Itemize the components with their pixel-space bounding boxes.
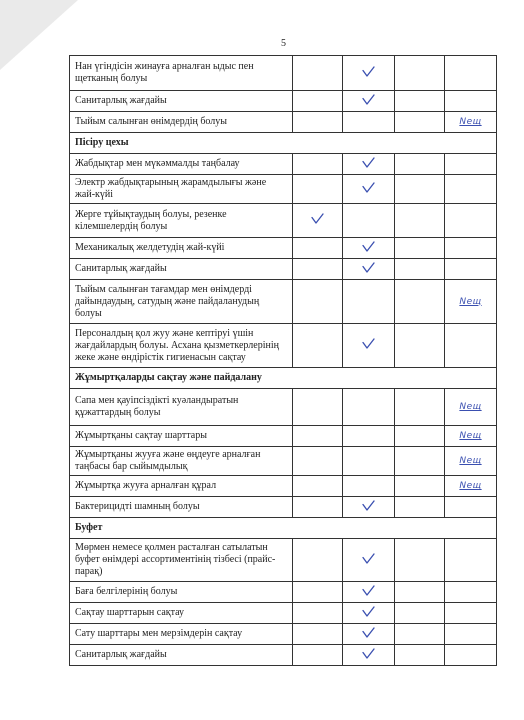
checkmark-icon xyxy=(362,585,375,596)
table-row xyxy=(70,56,497,91)
requirement-text: Жұмыртқа жууға арналған құрал xyxy=(70,476,293,497)
mark-cell xyxy=(343,204,395,238)
table-row xyxy=(70,175,497,204)
table-row xyxy=(70,204,497,238)
mark-cell xyxy=(343,112,395,133)
mark-cell xyxy=(293,56,343,91)
mark-cell xyxy=(395,539,445,582)
section-heading: Жұмыртқаларды сақтау және пайдалану xyxy=(70,368,497,389)
mark-cell xyxy=(395,238,445,259)
mark-cell xyxy=(293,447,343,476)
requirement-text: Жерге тұйықтаудың болуы, резенке кілемшелердің болуы xyxy=(70,204,293,238)
mark-cell xyxy=(343,56,395,91)
table-row xyxy=(70,447,497,476)
mark-cell xyxy=(343,426,395,447)
mark-cell xyxy=(293,112,343,133)
mark-cell xyxy=(293,91,343,112)
inspection-checklist-table xyxy=(69,55,497,666)
mark-cell xyxy=(293,426,343,447)
table-row xyxy=(70,238,497,259)
mark-cell xyxy=(445,91,497,112)
mark-cell xyxy=(343,154,395,175)
table-row xyxy=(70,112,497,133)
checkmark-icon xyxy=(362,157,375,168)
checkmark-icon xyxy=(362,648,375,659)
scan-corner-shadow xyxy=(0,0,78,70)
checkmark-icon xyxy=(362,627,375,638)
requirement-text: Тыйым салынған өнімдердің болуы xyxy=(70,112,293,133)
requirement-text: Сату шарттары мен мерзімдерін сақтау xyxy=(70,624,293,645)
mark-cell xyxy=(395,204,445,238)
mark-cell xyxy=(445,280,497,324)
table-row xyxy=(70,645,497,666)
mark-cell xyxy=(445,603,497,624)
mark-cell xyxy=(343,539,395,582)
mark-cell xyxy=(293,603,343,624)
mark-cell xyxy=(395,154,445,175)
requirement-text: Баға белгілерінің болуы xyxy=(70,582,293,603)
mark-cell xyxy=(395,645,445,666)
mark-cell xyxy=(445,324,497,368)
mark-cell xyxy=(395,624,445,645)
handwritten-note-icon: Nещ xyxy=(459,431,482,441)
checkmark-icon xyxy=(311,213,324,224)
mark-cell xyxy=(395,175,445,204)
mark-cell xyxy=(293,204,343,238)
mark-cell xyxy=(445,389,497,426)
checkmark-icon xyxy=(362,262,375,273)
checkmark-icon xyxy=(362,606,375,617)
mark-cell xyxy=(395,603,445,624)
requirement-text: Жұмыртқаны сақтау шарттары xyxy=(70,426,293,447)
mark-cell xyxy=(293,154,343,175)
checkmark-icon xyxy=(362,182,375,193)
mark-cell xyxy=(293,259,343,280)
table-row xyxy=(70,476,497,497)
mark-cell xyxy=(445,497,497,518)
requirement-text: Механикалық желдетудің жай-күйі xyxy=(70,238,293,259)
table-row xyxy=(70,624,497,645)
mark-cell xyxy=(395,389,445,426)
table-row xyxy=(70,426,497,447)
mark-cell xyxy=(445,204,497,238)
requirement-text: Тыйым салынған тағамдар мен өнімдерді дайындаудың, сатудың және пайдаланудың болуы xyxy=(70,280,293,324)
mark-cell xyxy=(445,259,497,280)
mark-cell xyxy=(343,476,395,497)
handwritten-note-icon: Nещ xyxy=(459,402,482,412)
mark-cell xyxy=(343,497,395,518)
mark-cell xyxy=(395,259,445,280)
mark-cell xyxy=(343,280,395,324)
mark-cell xyxy=(293,238,343,259)
checkmark-icon xyxy=(362,500,375,511)
mark-cell xyxy=(343,447,395,476)
mark-cell xyxy=(293,476,343,497)
table-row xyxy=(70,389,497,426)
mark-cell xyxy=(445,582,497,603)
table-row xyxy=(70,280,497,324)
mark-cell xyxy=(293,175,343,204)
handwritten-note-icon: Nещ xyxy=(459,296,482,307)
table-row xyxy=(70,154,497,175)
requirement-text: Мөрмен немесе қолмен расталған сатылатын буфет өнімдері ассортиментінің тізбесі (прайс-парақ) xyxy=(70,539,293,582)
handwritten-note-icon: Nещ xyxy=(459,117,482,127)
checkmark-icon xyxy=(362,66,375,77)
mark-cell xyxy=(445,476,497,497)
table-row xyxy=(70,324,497,368)
mark-cell xyxy=(395,324,445,368)
checkmark-icon xyxy=(362,94,375,105)
section-row xyxy=(70,133,497,154)
mark-cell xyxy=(343,175,395,204)
table-row xyxy=(70,259,497,280)
table-row xyxy=(70,497,497,518)
mark-cell xyxy=(343,624,395,645)
mark-cell xyxy=(445,112,497,133)
mark-cell xyxy=(395,447,445,476)
mark-cell xyxy=(395,56,445,91)
requirement-text: Персоналдың қол жуу және кептіруі үшін жағдайлардың болуы. Асхана қызметкерлерінің жеке және өндірістік гигиенасын сақтау xyxy=(70,324,293,368)
mark-cell xyxy=(445,154,497,175)
mark-cell xyxy=(293,324,343,368)
mark-cell xyxy=(343,389,395,426)
requirement-text: Электр жабдықтарының жарамдылығы және жай-күйі xyxy=(70,175,293,204)
page-number: 5 xyxy=(281,38,286,49)
mark-cell xyxy=(343,91,395,112)
requirement-text: Санитарлық жағдайы xyxy=(70,645,293,666)
table-row xyxy=(70,603,497,624)
requirement-text: Санитарлық жағдайы xyxy=(70,259,293,280)
mark-cell xyxy=(395,426,445,447)
mark-cell xyxy=(445,447,497,476)
checkmark-icon xyxy=(362,553,375,564)
mark-cell xyxy=(293,645,343,666)
mark-cell xyxy=(395,280,445,324)
checkmark-icon xyxy=(362,338,375,349)
mark-cell xyxy=(293,389,343,426)
mark-cell xyxy=(343,259,395,280)
mark-cell xyxy=(293,497,343,518)
requirement-text: Бактерицидті шамның болуы xyxy=(70,497,293,518)
mark-cell xyxy=(293,280,343,324)
handwritten-note-icon: Nещ xyxy=(459,481,482,491)
table-body xyxy=(70,56,497,666)
mark-cell xyxy=(395,112,445,133)
section-heading: Буфет xyxy=(70,518,497,539)
requirement-text: Жұмыртқаны жууға және өңдеуге арналған таңбасы бар сыйымдылық xyxy=(70,447,293,476)
mark-cell xyxy=(445,426,497,447)
requirement-text: Сапа мен қауіпсіздікті куәландыратын құжаттардың болуы xyxy=(70,389,293,426)
mark-cell xyxy=(293,582,343,603)
mark-cell xyxy=(395,91,445,112)
mark-cell xyxy=(293,539,343,582)
mark-cell xyxy=(343,238,395,259)
section-row xyxy=(70,518,497,539)
table-row xyxy=(70,91,497,112)
requirement-text: Нан үгіндісін жинауға арналған ыдыс пен щетканың болуы xyxy=(70,56,293,91)
requirement-text: Сақтау шарттарын сақтау xyxy=(70,603,293,624)
mark-cell xyxy=(445,238,497,259)
mark-cell xyxy=(395,497,445,518)
checkmark-icon xyxy=(362,241,375,252)
table-row xyxy=(70,539,497,582)
mark-cell xyxy=(343,603,395,624)
section-row xyxy=(70,368,497,389)
mark-cell xyxy=(395,582,445,603)
mark-cell xyxy=(343,645,395,666)
mark-cell xyxy=(343,582,395,603)
mark-cell xyxy=(445,645,497,666)
table-row xyxy=(70,582,497,603)
section-heading: Пісіру цехы xyxy=(70,133,497,154)
mark-cell xyxy=(445,56,497,91)
mark-cell xyxy=(445,175,497,204)
mark-cell xyxy=(293,624,343,645)
mark-cell xyxy=(445,624,497,645)
mark-cell xyxy=(343,324,395,368)
mark-cell xyxy=(445,539,497,582)
mark-cell xyxy=(395,476,445,497)
handwritten-note-icon: Nещ xyxy=(459,456,482,466)
requirement-text: Жабдықтар мен мүкәммалды таңбалау xyxy=(70,154,293,175)
requirement-text: Санитарлық жағдайы xyxy=(70,91,293,112)
